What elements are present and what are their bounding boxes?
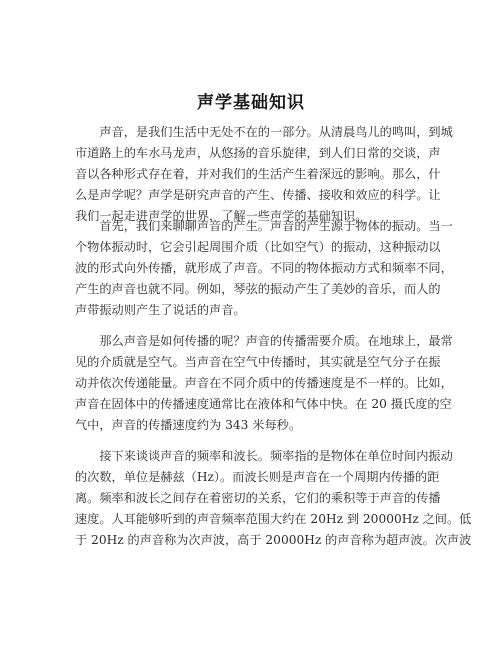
paragraph-line: 速度。人耳能够听到的声音频率范围大约在 20Hz 到 20000Hz 之间。低	[75, 512, 472, 526]
paragraph-line: 声音在固体中的传播速度通常比在液体和气体中快。在 20 摄氏度的空	[75, 397, 452, 411]
paragraph-sound-intro	[75, 122, 453, 227]
paragraph-line: 产生的声音也就不同。例如，琴弦的振动产生了美妙的音乐，而人的	[75, 282, 441, 296]
paragraph-line: 市道路上的车水马龙声，从悠扬的音乐旋律，到人们日常的交谈，声	[75, 146, 441, 160]
paragraph-line: 的次数，单位是赫兹（Hz）。而波长则是声音在一个周期内传播的距	[75, 470, 440, 484]
paragraph-line: 么是声学呢？声学是研究声音的产生、传播、接收和效应的科学。让	[75, 188, 441, 202]
paragraph-line: 声带振动则产生了说话的声音。	[75, 303, 246, 317]
paragraph-line: 动并依次传递能量。声音在不同介质中的传播速度是不一样的。比如，	[75, 376, 453, 390]
paragraph-sound-propagation	[75, 331, 453, 436]
paragraph-line: 我们一起走进声学的世界，了解一些声学的基础知识。	[75, 209, 368, 223]
paragraph-line: 声音，是我们生活中无处不在的一部分。从清晨鸟儿的鸣叫，到城	[75, 125, 453, 139]
paragraph-line: 离。频率和波长之间存在着密切的关系，它们的乘积等于声音的传播	[75, 491, 441, 505]
paragraph-line: 接下来谈谈声音的频率和波长。频率指的是物体在单位时间内振动	[75, 449, 453, 463]
paragraph-line: 那么声音是如何传播的呢？声音的传播需要介质。在地球上，最常	[75, 334, 453, 348]
paragraph-line: 个物体振动时，它会引起周围介质（比如空气）的振动，这种振动以	[75, 240, 441, 254]
paragraph-line: 于 20Hz 的声音称为次声波，高于 20000Hz 的声音称为超声波。次声波	[75, 533, 472, 547]
paragraph-line: 音以各种形式存在着，并对我们的生活产生着深远的影响。那么，什	[75, 167, 441, 181]
paragraph-line: 波的形式向外传播，就形成了声音。不同的物体振动方式和频率不同，	[75, 261, 453, 275]
paragraph-frequency-wavelength	[75, 446, 472, 551]
document-title: 声学基础知识	[197, 93, 305, 113]
paragraph-line: 见的介质就是空气。当声音在空气中传播时，其实就是空气分子在振	[75, 355, 441, 369]
paragraph-line: 首先，我们来聊聊声音的产生。声音的产生源于物体的振动。当一	[75, 219, 453, 233]
paragraph-line: 气中，声音的传播速度约为 343 米每秒。	[75, 418, 302, 432]
paragraph-sound-production	[75, 216, 453, 321]
